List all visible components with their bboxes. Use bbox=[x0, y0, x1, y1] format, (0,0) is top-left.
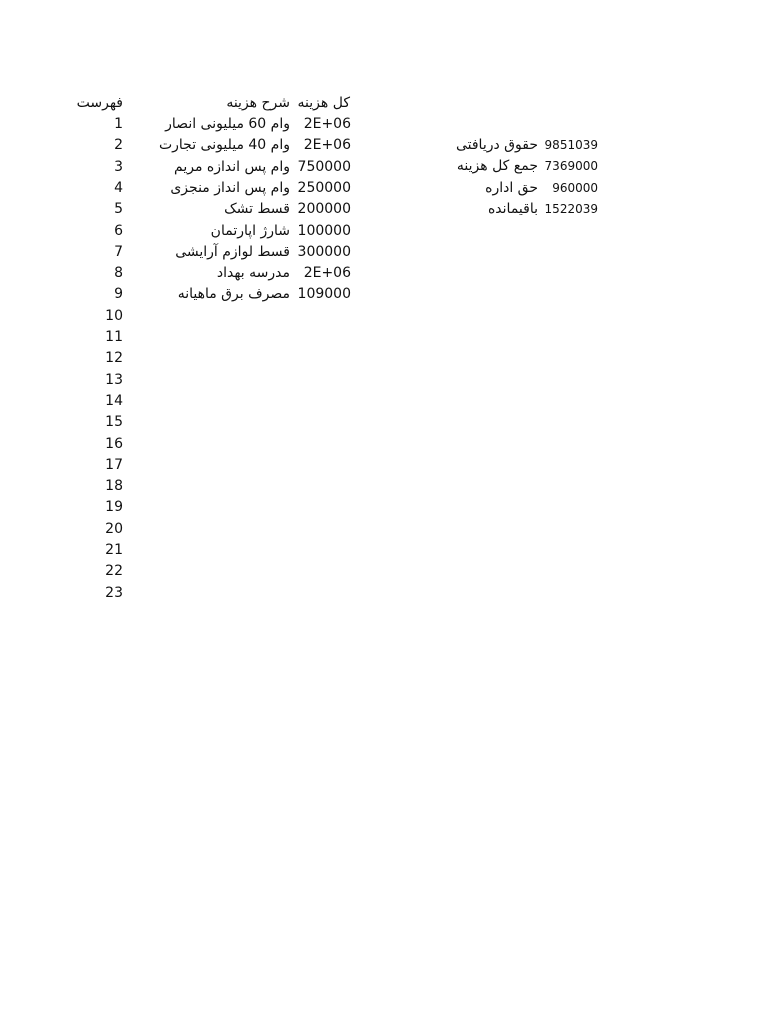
row-index: 4 bbox=[114, 180, 123, 196]
summary-value: 9851039 bbox=[544, 138, 598, 152]
row-index: 7 bbox=[114, 244, 123, 260]
expense-amount: 2E+06 bbox=[303, 265, 351, 281]
row-index: 8 bbox=[114, 265, 123, 281]
summary-value: 7369000 bbox=[544, 159, 598, 173]
row-index: 19 bbox=[105, 499, 123, 515]
expense-description: وام پس انداز منجزی bbox=[170, 180, 290, 196]
header-amount: کل هزینه bbox=[297, 95, 350, 111]
expense-description: مصرف برق ماهیانه bbox=[177, 286, 290, 302]
expense-amount: 2E+06 bbox=[303, 116, 351, 132]
expense-description: قسط لوازم آرایشی bbox=[175, 244, 290, 260]
expense-description: وام 40 میلیونی تجارت bbox=[158, 137, 290, 153]
row-index: 16 bbox=[105, 436, 123, 452]
expense-amount: 250000 bbox=[297, 180, 351, 196]
row-index: 6 bbox=[114, 223, 123, 239]
row-index: 14 bbox=[105, 393, 123, 409]
row-index: 11 bbox=[105, 329, 123, 345]
summary-value: 1522039 bbox=[544, 202, 598, 216]
expense-amount: 300000 bbox=[297, 244, 351, 260]
row-index: 22 bbox=[105, 563, 123, 579]
row-index: 13 bbox=[105, 372, 123, 388]
summary-value: 960000 bbox=[552, 181, 598, 195]
summary-label: جمع کل هزینه bbox=[456, 158, 538, 174]
expense-description: قسط تشک bbox=[224, 201, 290, 217]
row-index: 12 bbox=[105, 350, 123, 366]
row-index: 23 bbox=[105, 585, 123, 601]
row-index: 10 bbox=[105, 308, 123, 324]
row-index: 3 bbox=[114, 159, 123, 175]
row-index: 20 bbox=[105, 521, 123, 537]
header-description: شرح هزینه bbox=[226, 95, 290, 111]
row-index: 15 bbox=[105, 414, 123, 430]
summary-label: باقیمانده bbox=[487, 201, 538, 217]
row-index: 1 bbox=[114, 116, 123, 132]
row-index: 5 bbox=[114, 201, 123, 217]
expense-amount: 750000 bbox=[297, 159, 351, 175]
expense-description: مدرسه بهداد bbox=[216, 265, 290, 281]
expense-amount: 100000 bbox=[297, 223, 351, 239]
row-index: 9 bbox=[114, 286, 123, 302]
row-index: 17 bbox=[105, 457, 123, 473]
expense-description: شارژ اپارتمان bbox=[210, 223, 290, 239]
row-index: 2 bbox=[114, 137, 123, 153]
expense-description: وام پس اندازه مریم bbox=[174, 159, 290, 175]
row-index: 21 bbox=[105, 542, 123, 558]
summary-label: حق اداره bbox=[485, 180, 538, 196]
expense-amount: 109000 bbox=[297, 286, 351, 302]
header-index: فهرست bbox=[76, 95, 123, 111]
expense-description: وام 60 میلیونی انصار bbox=[165, 116, 290, 132]
expense-amount: 2E+06 bbox=[303, 137, 351, 153]
row-index: 18 bbox=[105, 478, 123, 494]
expense-amount: 200000 bbox=[297, 201, 351, 217]
summary-label: حقوق دریافتی bbox=[455, 137, 538, 153]
